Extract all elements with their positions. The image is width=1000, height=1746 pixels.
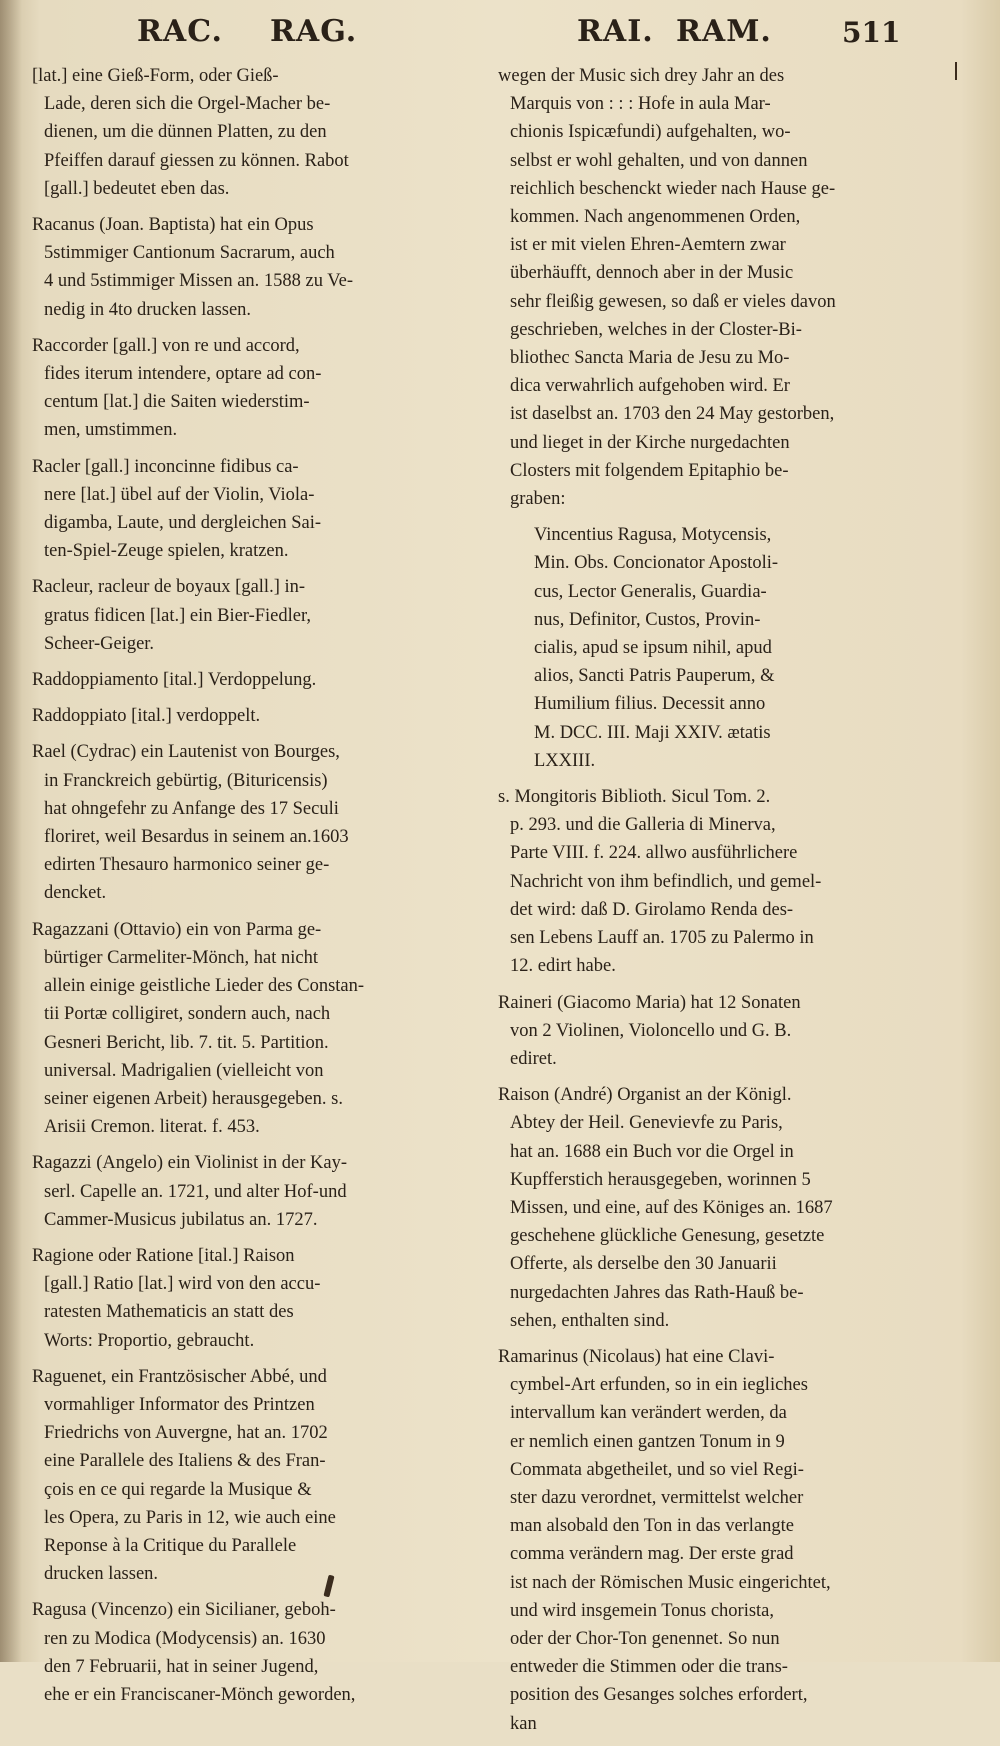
text-line: tii Portæ colligiret, sondern auch, nach <box>44 1004 331 1025</box>
text-line: kan <box>510 1713 537 1734</box>
text-line: Offerte, als derselbe den 30 Januarii <box>510 1254 777 1275</box>
text-line: bliothec Sancta Maria de Jesu zu Mo- <box>510 348 790 369</box>
text-line: kommen. Nach angenommenen Orden, <box>510 207 801 228</box>
text-line: chionis Ispicæfundi) aufgehalten, wo- <box>510 122 791 143</box>
text-line: s. Mongitoris Biblioth. Sicul Tom. 2. <box>498 787 771 808</box>
text-line: allein einige geistliche Lieder des Constan- <box>44 976 365 997</box>
text-line: Kupfferstich herausgegeben, worinnen 5 <box>510 1169 811 1190</box>
text-line: reichlich beschenckt wieder nach Hause ge- <box>510 178 836 199</box>
text-line: Raison (André) Organist an der Königl. <box>498 1085 792 1106</box>
text-line: Raccorder [gall.] von re und accord, <box>32 335 300 356</box>
text-line: fides iterum intendere, optare ad con- <box>44 364 322 385</box>
text-line: geschehene glückliche Genesung, gesetzte <box>510 1226 825 1247</box>
text-line: Closters mit folgendem Epitaphio be- <box>510 460 789 481</box>
text-line: Vincentius Ragusa, Motycensis, <box>534 525 772 546</box>
dictionary-entry <box>32 916 442 1142</box>
text-line: floriret, weil Besardus in seinem an.1603 <box>44 827 349 848</box>
text-line: selbst er wohl gehalten, und von dannen <box>510 150 808 171</box>
text-line: Worts: Proportio, gebraucht. <box>44 1330 255 1351</box>
text-line: Raddoppiato [ital.] verdoppelt. <box>32 706 261 727</box>
text-line: ratesten Mathematicis an statt des <box>44 1302 294 1323</box>
text-line: çois en ce qui regarde la Musique & <box>44 1479 312 1500</box>
text-line: nurgedachten Jahres das Rath-Hauß be- <box>510 1282 804 1303</box>
text-line: universal. Madrigalien (vielleicht von <box>44 1060 324 1081</box>
text-line: den 7 Februarii, hat in seiner Jugend, <box>44 1656 319 1677</box>
text-line: [gall.] bedeutet eben das. <box>44 178 230 199</box>
text-line: geschrieben, welches in der Closter-Bi- <box>510 319 802 340</box>
text-line: serl. Capelle an. 1721, und alter Hof-und <box>44 1181 347 1202</box>
text-line: und lieget in der Kirche nurgedachten <box>510 432 790 453</box>
dictionary-entry <box>32 332 442 445</box>
dictionary-entry <box>32 702 442 730</box>
dictionary-entry <box>498 62 918 513</box>
dictionary-entry <box>32 573 442 658</box>
text-line: in Franckreich gebürtig, (Bituricensis) <box>44 770 328 791</box>
text-line: Raddoppiamento [ital.] Verdoppelung. <box>32 670 317 691</box>
text-line: Min. Obs. Concionator Apostoli- <box>534 553 779 574</box>
text-line: ster dazu verordnet, vermittelst welcher <box>510 1487 804 1508</box>
text-line: gratus fidicen [lat.] ein Bier-Fiedler, <box>44 605 312 626</box>
text-line: Commata abgetheilet, und so viel Regi- <box>510 1459 804 1480</box>
text-line: edirten Thesauro harmonico seiner ge- <box>44 855 330 876</box>
text-line: [gall.] Ratio [lat.] wird von den accu- <box>44 1274 321 1295</box>
text-line: det wird: daß D. Girolamo Renda des- <box>510 899 794 920</box>
text-line: graben: <box>510 489 566 510</box>
text-line: position des Gesanges solches erfordert, <box>510 1685 808 1706</box>
text-line: dencket. <box>44 883 107 904</box>
dictionary-entry <box>32 1363 442 1589</box>
dictionary-entry <box>32 1149 442 1234</box>
dictionary-entry <box>498 783 918 980</box>
dictionary-entry <box>32 1242 442 1355</box>
text-line: sen Lebens Lauff an. 1705 zu Palermo in <box>510 928 814 949</box>
text-line: vormahliger Informator des Printzen <box>44 1394 315 1415</box>
text-line: Missen, und eine, auf des Königes an. 1687 <box>510 1197 833 1218</box>
text-line: Racler [gall.] inconcinne fidibus ca- <box>32 456 299 477</box>
dictionary-entry <box>32 453 442 566</box>
text-line: nere [lat.] übel auf der Violin, Viola- <box>44 484 315 505</box>
text-line: Raguenet, ein Frantzösischer Abbé, und <box>32 1366 327 1387</box>
text-line: Raineri (Giacomo Maria) hat 12 Sonaten <box>498 992 801 1013</box>
dictionary-entry <box>32 1596 442 1709</box>
text-line: nedig in 4to drucken lassen. <box>44 299 252 320</box>
text-line: drucken lassen. <box>44 1564 159 1585</box>
text-line: dica verwahrlich aufgehoben wird. Er <box>510 376 790 397</box>
text-line: Ragazzani (Ottavio) ein von Parma ge- <box>32 919 322 940</box>
text-line: Gesneri Bericht, lib. 7. tit. 5. Partition. <box>44 1032 329 1053</box>
text-line: er nemlich einen gantzen Tonum in 9 <box>510 1431 785 1452</box>
text-line: Humilium filius. Decessit anno <box>534 694 766 715</box>
text-line: ten-Spiel-Zeuge spielen, kratzen. <box>44 541 289 562</box>
header-right-first: RAI. <box>577 14 654 49</box>
dictionary-entry <box>498 1081 918 1335</box>
text-line: 12. edirt habe. <box>510 956 616 977</box>
binding-shadow <box>0 0 22 1662</box>
margin-mark <box>955 62 957 80</box>
page-number: 511 <box>842 16 901 49</box>
text-line: ehe er ein Franciscaner-Mönch geworden, <box>44 1684 356 1705</box>
dictionary-entry <box>498 989 918 1074</box>
text-line: Arisii Cremon. literat. f. 453. <box>44 1117 260 1138</box>
text-line: hat an. 1688 ein Buch vor die Orgel in <box>510 1141 794 1162</box>
header-left-second: RAG. <box>270 14 358 49</box>
right-column <box>498 62 918 1746</box>
text-line: und wird insgemein Tonus chorista, <box>510 1600 775 1621</box>
epitaph-block <box>498 521 918 775</box>
header-right-second: RAM. <box>676 14 772 49</box>
header-left-first: RAC. <box>137 14 224 49</box>
text-line: sehr fleißig gewesen, so daß er vieles davon <box>510 291 836 312</box>
text-line: Cammer-Musicus jubilatus an. 1727. <box>44 1209 318 1230</box>
text-line: les Opera, zu Paris in 12, wie auch eine <box>44 1507 336 1528</box>
text-line: Rael (Cydrac) ein Lautenist von Bourges, <box>32 742 340 763</box>
text-line: ren zu Modica (Modycensis) an. 1630 <box>44 1628 326 1649</box>
text-line: Reponse à la Critique du Parallele <box>44 1535 297 1556</box>
text-line: M. DCC. III. Maji XXIV. ætatis <box>534 722 771 743</box>
text-line: Pfeiffen darauf giessen zu können. Rabot <box>44 150 349 171</box>
text-line: men, umstimmen. <box>44 420 178 441</box>
text-line: Racanus (Joan. Baptista) hat ein Opus <box>32 215 314 236</box>
text-line: comma verändern mag. Der erste grad <box>510 1544 794 1565</box>
text-line: centum [lat.] die Saiten wiederstim- <box>44 392 310 413</box>
text-line: cialis, apud se ipsum nihil, apud <box>534 638 772 659</box>
dictionary-entry <box>32 666 442 694</box>
text-line: cymbel-Art erfunden, so in ein iegliches <box>510 1375 808 1396</box>
text-line: Marquis von : : : Hofe in aula Mar- <box>510 94 771 115</box>
text-line: Racleur, racleur de boyaux [gall.] in- <box>32 577 306 598</box>
dictionary-entry <box>32 62 442 203</box>
text-line: alios, Sancti Patris Pauperum, & <box>534 666 775 687</box>
text-line: man alsobald den Ton in das verlangte <box>510 1516 795 1537</box>
text-line: 4 und 5stimmiger Missen an. 1588 zu Ve- <box>44 271 353 292</box>
left-column <box>32 62 442 1717</box>
text-line: nus, Definitor, Custos, Provin- <box>534 609 761 630</box>
text-line: ist daselbst an. 1703 den 24 May gestorben, <box>510 404 835 425</box>
dictionary-entry <box>498 1343 918 1738</box>
text-line: Ragusa (Vincenzo) ein Sicilianer, geboh- <box>32 1600 336 1621</box>
text-line: 5stimmiger Cantionum Sacrarum, auch <box>44 243 335 264</box>
text-line: Ragazzi (Angelo) ein Violinist in der Kay- <box>32 1153 348 1174</box>
running-header <box>0 10 1000 60</box>
text-line: von 2 Violinen, Violoncello und G. B. <box>510 1020 792 1041</box>
text-line: Abtey der Heil. Genevievfe zu Paris, <box>510 1113 783 1134</box>
text-line: oder der Chor-Ton genennet. So nun <box>510 1628 780 1649</box>
dictionary-entry <box>32 211 442 324</box>
dictionary-entry <box>32 738 442 907</box>
text-line: digamba, Laute, und dergleichen Sai- <box>44 513 322 534</box>
text-line: Ragione oder Ratione [ital.] Raison <box>32 1245 295 1266</box>
text-line: ist nach der Römischen Music eingerichtet, <box>510 1572 831 1593</box>
text-line: [lat.] eine Gieß-Form, oder Gieß- <box>32 66 279 86</box>
text-line: p. 293. und die Galleria di Minerva, <box>510 815 776 836</box>
text-line: LXXIII. <box>534 750 596 771</box>
text-line: sehen, enthalten sind. <box>510 1310 670 1331</box>
text-line: dienen, um die dünnen Platten, zu den <box>44 122 327 143</box>
text-line: Lade, deren sich die Orgel-Macher be- <box>44 94 331 115</box>
text-line: ist er mit vielen Ehren-Aemtern zwar <box>510 235 786 256</box>
text-line: entweder die Stimmen oder die trans- <box>510 1657 788 1678</box>
text-line: wegen der Music sich drey Jahr an des <box>498 66 785 86</box>
text-line: Ramarinus (Nicolaus) hat eine Clavi- <box>498 1346 775 1367</box>
text-line: Friedrichs von Auvergne, hat an. 1702 <box>44 1423 328 1444</box>
text-line: intervallum kan verändert werden, da <box>510 1403 787 1424</box>
text-line: Nachricht von ihm befindlich, und gemel- <box>510 871 822 892</box>
text-line: Parte VIII. f. 224. allwo ausführlichere <box>510 843 798 864</box>
text-line: seiner eigenen Arbeit) herausgegeben. s. <box>44 1088 343 1109</box>
text-line: ediret. <box>510 1048 557 1069</box>
text-line: hat ohngefehr zu Anfange des 17 Seculi <box>44 798 339 819</box>
text-line: cus, Lector Generalis, Guardia- <box>534 581 767 602</box>
text-line: überhäufft, dennoch aber in der Music <box>510 263 794 284</box>
text-line: Scheer-Geiger. <box>44 633 155 654</box>
text-line: eine Parallele des Italiens & des Fran- <box>44 1451 326 1472</box>
text-line: bürtiger Carmeliter-Mönch, hat nicht <box>44 947 318 968</box>
